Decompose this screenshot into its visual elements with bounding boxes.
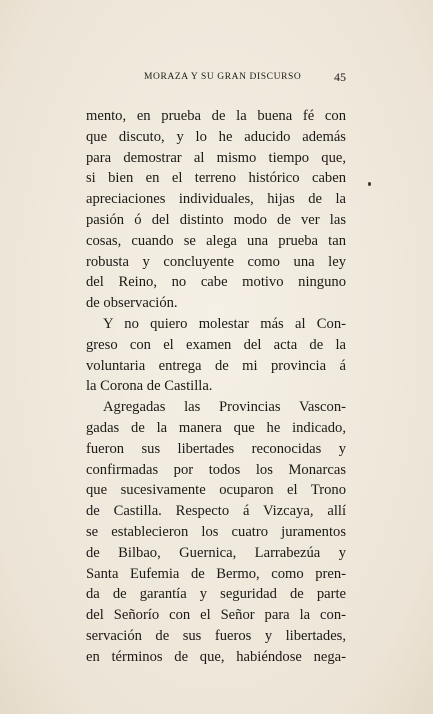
text-line: da de garantía y seguridad de parte bbox=[86, 586, 346, 603]
paragraph-start: Y no quiero molestar más al Con- bbox=[103, 315, 346, 332]
text-line: de Castilla. Respecto á Vizcaya, allí bbox=[86, 503, 346, 520]
text-line: en términos de que, habiéndose nega- bbox=[86, 648, 346, 665]
text-line: apreciaciones individuales, hijas de la bbox=[86, 191, 346, 208]
running-head bbox=[86, 72, 346, 86]
text-line: la Corona de Castilla. bbox=[86, 378, 213, 395]
text-line: greso con el examen del acta de la bbox=[86, 336, 346, 353]
text-line: que sucesivamente ocuparon el Trono bbox=[86, 482, 346, 499]
running-title: MORAZA Y SU GRAN DISCURSO bbox=[144, 72, 302, 82]
text-line: cosas, cuando se alega una prueba tan bbox=[86, 232, 346, 249]
text-line: confirmadas por todos los Monarcas bbox=[86, 461, 346, 478]
text-line: se establecieron los cuatro juramentos bbox=[86, 523, 346, 540]
text-line: que discuto, y lo he aducido además bbox=[86, 128, 346, 145]
text-line: del Reino, no cabe motivo ninguno bbox=[86, 274, 346, 291]
text-line: de observación. bbox=[86, 295, 178, 312]
text-line: si bien en el terreno histórico caben bbox=[86, 170, 346, 187]
text-line: servación de sus fueros y libertades, bbox=[86, 627, 346, 644]
text-line: para demostrar al mismo tiempo que, bbox=[86, 149, 346, 166]
body-text bbox=[86, 106, 346, 668]
text-line: fueron sus libertades reconocidas y bbox=[86, 440, 346, 457]
ink-speck bbox=[368, 182, 371, 186]
text-line: mento, en prueba de la buena fé con bbox=[86, 108, 346, 124]
text-line: Santa Eufemia de Bermo, como pren- bbox=[86, 565, 346, 582]
text-line: voluntaria entrega de mi provincia á bbox=[86, 357, 346, 374]
text-line: robusta y concluyente como una ley bbox=[86, 253, 346, 270]
paragraph-start: Agregadas las Provincias Vascon- bbox=[103, 399, 346, 416]
text-line: del Señorío con el Señor para la con- bbox=[86, 607, 346, 624]
text-line: pasión ó del distinto modo de ver las bbox=[86, 211, 346, 228]
text-line: gadas de la manera que he indicado, bbox=[86, 419, 346, 436]
text-line: de Bilbao, Guernica, Larrabezúa y bbox=[86, 544, 346, 561]
page-number: 45 bbox=[334, 70, 346, 84]
